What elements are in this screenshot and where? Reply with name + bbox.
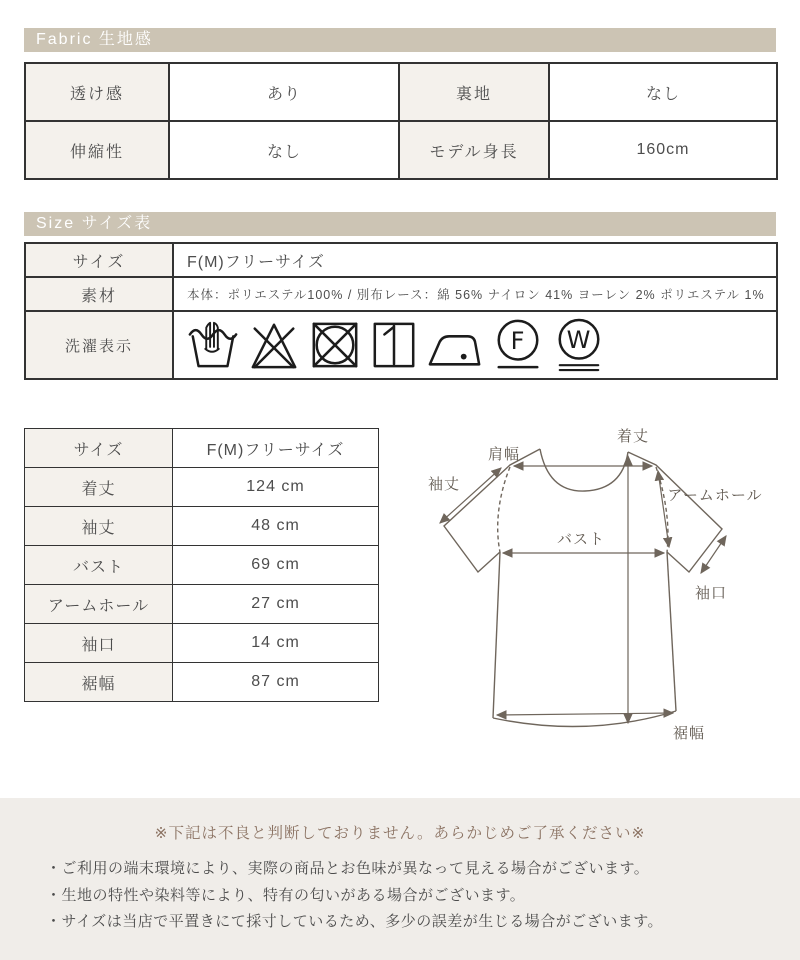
fabric-table: [24, 62, 778, 180]
size-section-header: Size サイズ表: [24, 212, 776, 236]
bust-value: 69 cm: [173, 546, 379, 585]
measurement-row: [25, 663, 379, 702]
cuff-value: 14 cm: [173, 624, 379, 663]
care-symbols-cell: [173, 311, 777, 379]
length-value: 124 cm: [173, 468, 379, 507]
wet-clean-very-gentle-icon: [553, 316, 605, 374]
measurement-row: [25, 468, 379, 507]
fabric-value-stretch: なし: [169, 121, 399, 179]
note-item-color: ・ご利用の端末環境により、実際の商品とお色味が異なって見える場合がございます。: [46, 860, 650, 877]
care-symbols-row: [25, 311, 777, 379]
fabric-value-sheerness: あり: [169, 63, 399, 121]
measurement-row: [25, 546, 379, 585]
diagram-cuff-label: 袖口: [694, 585, 728, 602]
notes-heading: ※下記は不良と判断しておりません。あらかじめご了承ください※: [154, 825, 646, 842]
size-label: サイズ: [25, 243, 173, 277]
svg-text:F: F: [510, 326, 526, 355]
diagram-shoulder-width-label: 肩幅: [487, 446, 521, 463]
diagram-bust-label: バスト: [556, 531, 606, 548]
care-icons: [187, 316, 776, 374]
fabric-label-sheerness: 透け感: [25, 63, 169, 121]
material-value: 本体：ポリエステル100% / 別布レース：綿 56% ナイロン 41% ヨーレン 2% ポリエステル 1%: [173, 277, 777, 311]
bust-label: バスト: [25, 546, 173, 585]
size-value: F(M)フリーサイズ: [173, 243, 777, 277]
diagram-hem-width-label: 裾幅: [672, 725, 706, 742]
sleeve-length-label: 袖丈: [25, 507, 173, 546]
fabric-row: [25, 63, 777, 121]
size-info-table: [24, 242, 778, 380]
hem-width-label: 裾幅: [25, 663, 173, 702]
svg-text:W: W: [566, 325, 592, 354]
fabric-value-model-height: 160cm: [549, 121, 777, 179]
measurement-row: [25, 585, 379, 624]
drip-dry-in-shade-icon: [370, 316, 418, 374]
fabric-row: [25, 121, 777, 179]
diagram-armhole-label: アームホール: [667, 487, 763, 504]
fabric-label-stretch: 伸縮性: [25, 121, 169, 179]
size-info-row: [25, 243, 777, 277]
measurement-size-label: サイズ: [25, 429, 173, 468]
hem-width-value: 87 cm: [173, 663, 379, 702]
armhole-label: アームホール: [25, 585, 173, 624]
measurement-size-value: F(M)フリーサイズ: [173, 429, 379, 468]
notes-section: [0, 798, 800, 960]
measurement-row: [25, 624, 379, 663]
care-label: 洗濯表示: [25, 311, 173, 379]
diagram-sleeve-length-label: 袖丈: [427, 476, 461, 493]
do-not-bleach-icon: [248, 316, 300, 374]
fabric-label-lining: 裏地: [399, 63, 549, 121]
fabric-value-lining: なし: [549, 63, 777, 121]
measurement-header-row: [25, 429, 379, 468]
notes-list: [0, 856, 800, 936]
note-item-smell: ・生地の特性や染料等により、特有の匂いがある場合がございます。: [46, 886, 526, 904]
dry-clean-petroleum-gentle-icon: [492, 316, 544, 374]
measurement-row: [25, 507, 379, 546]
fabric-section-header: Fabric 生地感: [24, 28, 776, 52]
note-item-size-error: ・サイズは当店で平置きにて採寸しているため、多少の誤差が生じる場合がございます。: [46, 913, 664, 930]
hand-wash-icon: [187, 316, 239, 374]
armhole-value: 27 cm: [173, 585, 379, 624]
cuff-label: 袖口: [25, 624, 173, 663]
measurement-table: [24, 428, 379, 702]
length-label: 着丈: [25, 468, 173, 507]
fabric-label-model-height: モデル身長: [399, 121, 549, 179]
sleeve-length-value: 48 cm: [173, 507, 379, 546]
material-row: [25, 277, 777, 311]
iron-low-temp-icon: [427, 316, 483, 374]
garment-measurement-diagram: [398, 422, 790, 754]
material-label: 素材: [25, 277, 173, 311]
do-not-tumble-dry-icon: [309, 316, 361, 374]
diagram-length-label: 着丈: [616, 428, 650, 445]
